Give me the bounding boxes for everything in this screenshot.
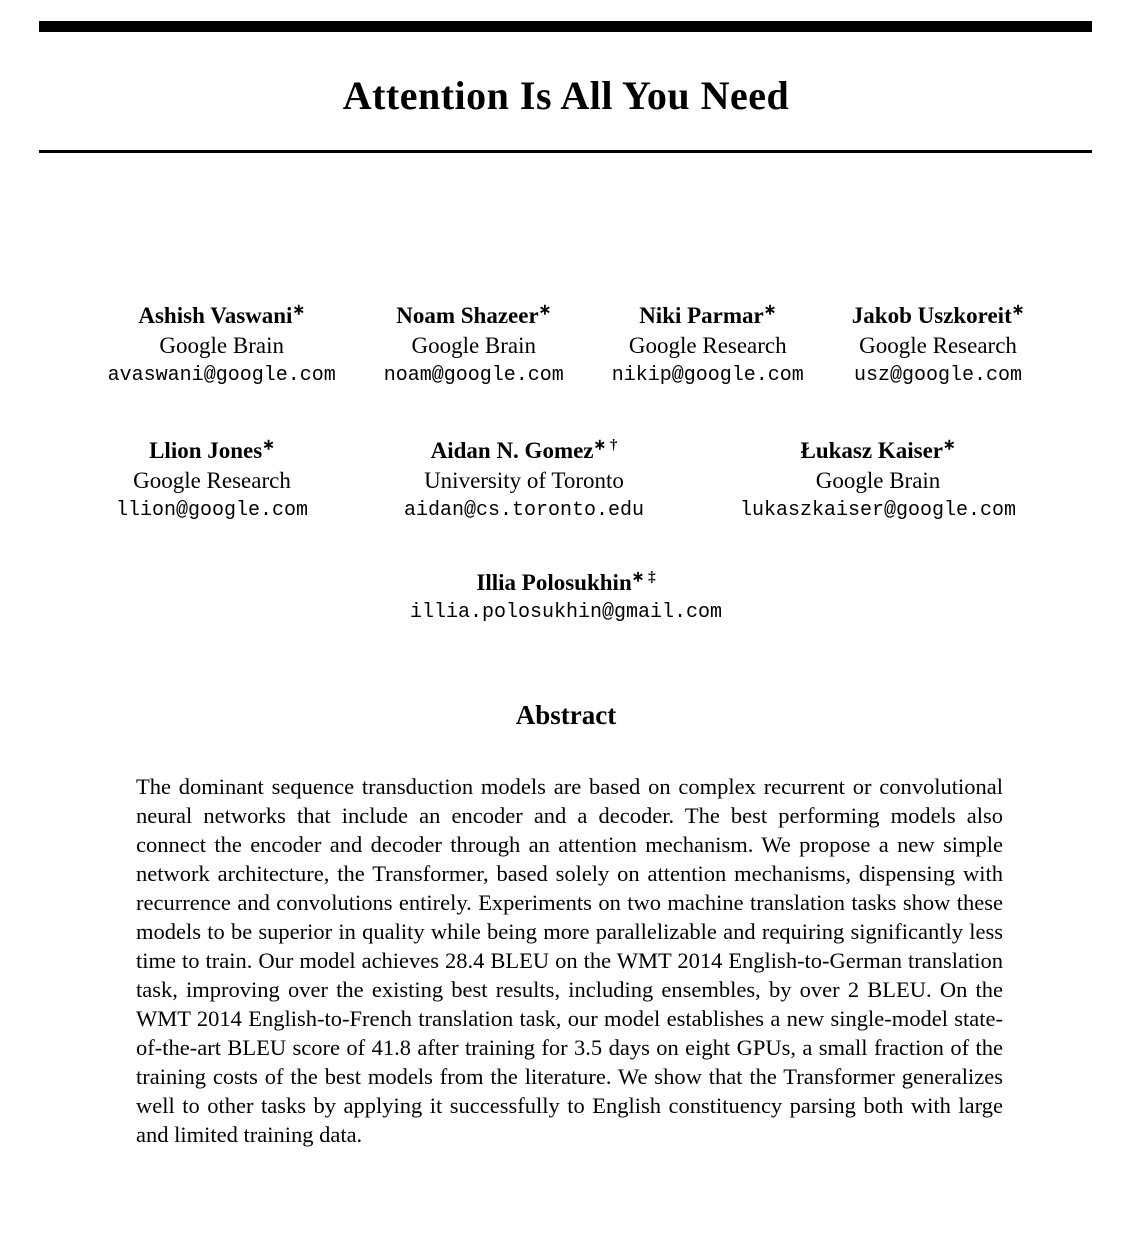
- author-name-text: Llion Jones: [149, 438, 263, 463]
- author-affiliation: Google Research: [133, 468, 291, 493]
- author-affiliation: Google Research: [859, 333, 1017, 358]
- author-footnote-mark: ∗ †: [593, 437, 618, 454]
- author-affiliation: Google Research: [628, 333, 787, 358]
- author-footnote-mark: ∗: [262, 437, 275, 454]
- author-block-illia-polosukhin: [410, 568, 722, 628]
- author-email: aidan@cs.toronto.edu: [403, 499, 645, 522]
- author-email: lukaszkaiser@google.com: [740, 499, 1017, 522]
- author-email: noam@google.com: [383, 364, 564, 387]
- author-name-text: Łukasz Kaiser: [800, 438, 943, 463]
- author-email: illia.polosukhin@gmail.com: [409, 601, 723, 624]
- author-block-lukasz-kaiser: [740, 436, 1016, 526]
- author-footnote-mark: ∗: [763, 302, 777, 319]
- author-name: [108, 301, 336, 331]
- author-email: llion@google.com: [115, 499, 308, 522]
- author-footnote-mark: ∗: [538, 302, 552, 319]
- author-name-text: Noam Shazeer: [396, 303, 539, 328]
- author-footnote-mark: ∗: [942, 437, 956, 454]
- author-affiliation: Google Brain: [815, 468, 941, 493]
- author-block-aidan-gomez: [404, 436, 644, 526]
- author-name: [384, 301, 564, 331]
- author-name: [740, 436, 1016, 466]
- author-footnote-mark: ∗: [292, 302, 306, 319]
- authors-row-3: [0, 568, 1132, 628]
- abstract-heading: Abstract: [515, 700, 617, 730]
- author-email: usz@google.com: [854, 364, 1023, 387]
- title-divider-rule: [39, 150, 1092, 153]
- authors-row-1: [0, 301, 1132, 391]
- author-block-noam-shazeer: [384, 301, 564, 391]
- author-block-llion-jones: [116, 436, 308, 526]
- author-affiliation: University of Toronto: [424, 468, 624, 493]
- author-footnote-mark: ∗ ‡: [631, 569, 656, 586]
- author-name-text: Illia Polosukhin: [476, 570, 632, 595]
- authors-row-2: [0, 436, 1132, 526]
- author-name: [612, 301, 804, 331]
- author-name: [404, 436, 644, 466]
- author-name: [116, 436, 308, 466]
- author-block-jakob-uszkoreit: [852, 301, 1025, 391]
- author-affiliation: Google Brain: [159, 333, 284, 358]
- author-block-niki-parmar: [612, 301, 804, 391]
- author-footnote-mark: ∗: [1011, 302, 1025, 319]
- author-name: [410, 568, 722, 598]
- author-block-ashish-vaswani: [108, 301, 336, 391]
- author-name-text: Niki Parmar: [639, 303, 764, 328]
- top-rule-bar: [39, 21, 1092, 32]
- author-name-text: Ashish Vaswani: [138, 303, 293, 328]
- abstract-text: The dominant sequence transduction models are based on complex recurrent or convolutional neural networks that include an encoder and a decoder. The best performing models also connect the encoder and decoder through an attention mechanism. We propose a new simple network architecture, the Transformer, based solely on attention mechanisms, dispensing with recurrence and convolutions entirely. Experiments on two machine translation tasks show these models to be superior in quality while being more parallelizable and requiring significantly less time to train. Our model achieves 28.4 BLEU on the WMT 2014 English-to-German translation task, improving over the existing best results, including ensembles, by over 2 BLEU. On the WMT 2014 English-to-French translation task, our model establishes a new single-model state-of-the-art BLEU score of 41.8 after training for 3.5 days on eight GPUs, a small fraction of the training costs of the best models from the literature. We show that the Transformer generalizes well to other tasks by applying it successfully to English constituency parsing both with large and limited training data.: [136, 774, 1003, 1147]
- author-affiliation: Google Brain: [411, 333, 537, 358]
- author-name-text: Jakob Uszkoreit: [851, 303, 1012, 328]
- author-name: [852, 301, 1025, 331]
- paper-title: Attention Is All You Need: [342, 73, 790, 118]
- author-name-text: Aidan N. Gomez: [430, 438, 594, 463]
- author-email: avaswani@google.com: [107, 364, 336, 387]
- author-email: nikip@google.com: [611, 364, 804, 387]
